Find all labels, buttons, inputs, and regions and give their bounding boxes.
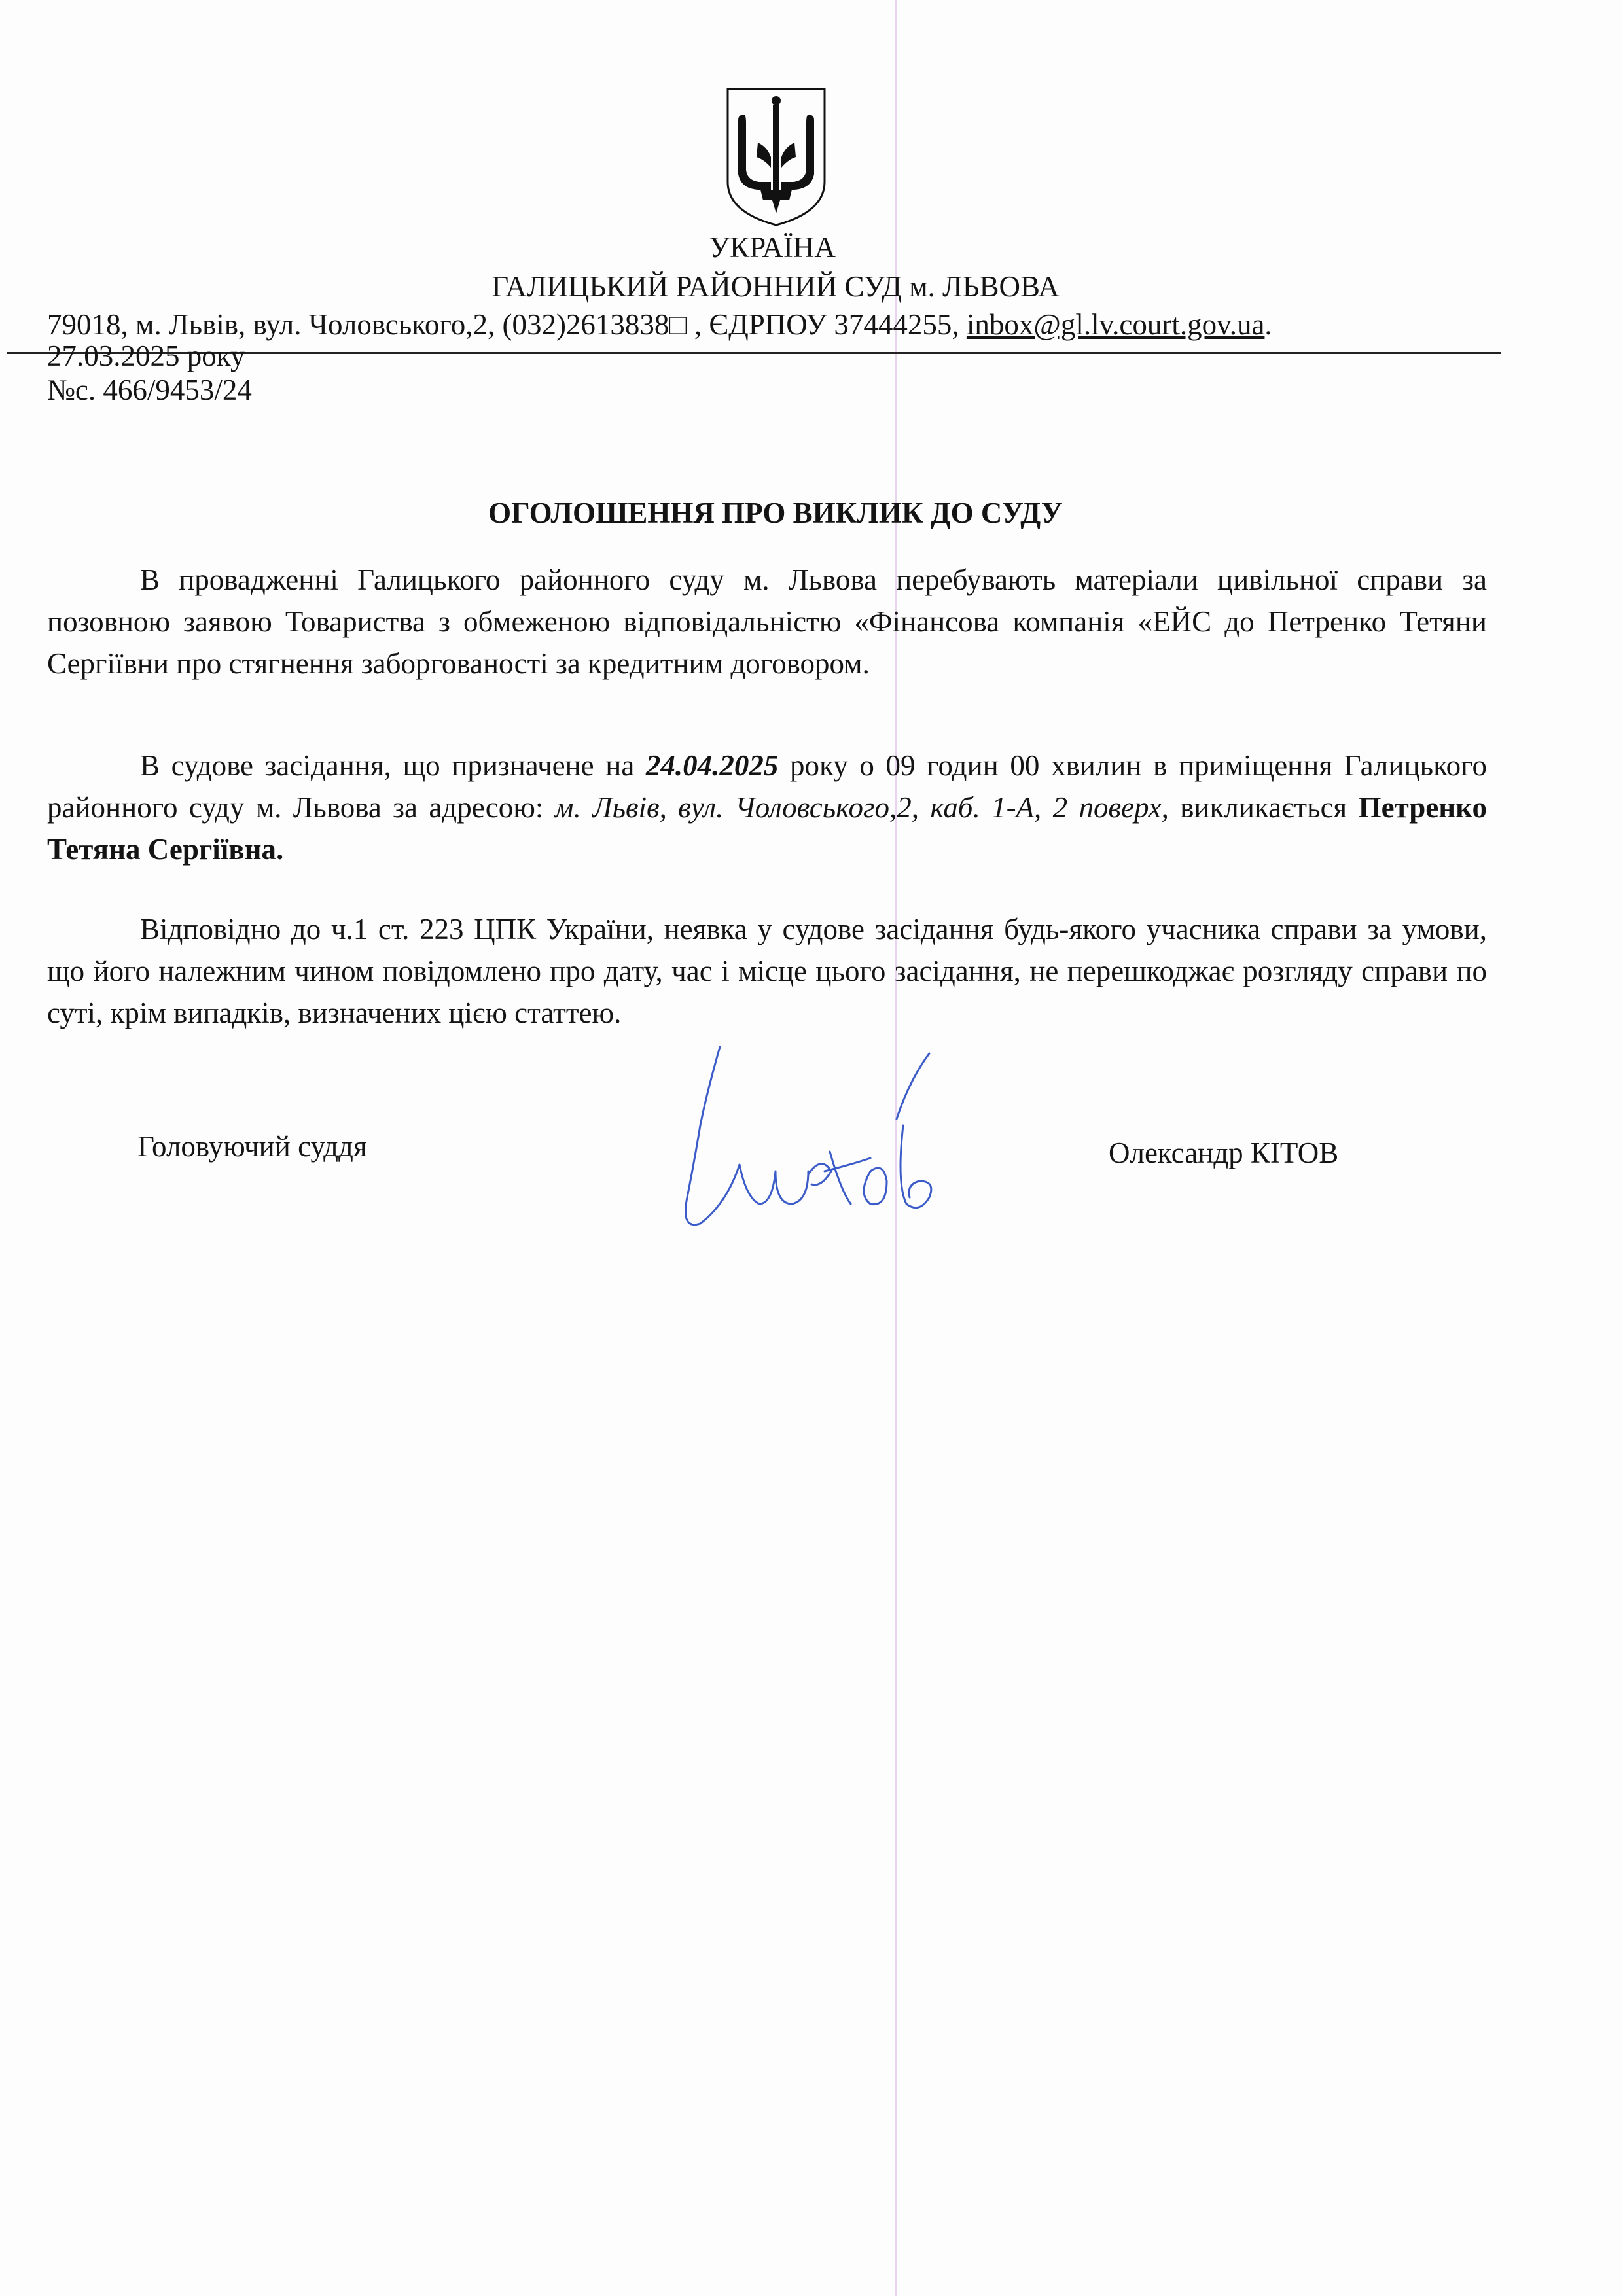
case-number: №c. 466/9453/24 xyxy=(47,374,252,406)
address-text: 79018, м. Львів, вул. Чоловського,2, (032)2613838□ , ЄДРПОУ 37444255, xyxy=(47,308,967,341)
paragraph-legal-notice: Відповідно до ч.1 ст. 223 ЦПК України, неявка у судове засідання будь-якого учасника справи за умови, що його належним чином повідомлено про дату, час і місце цього засідання, не перешкоджає розгляду справи по суті, крім випадків, визначених цією статтею. xyxy=(47,913,1487,1029)
document-date: 27.03.2025 року xyxy=(47,340,245,372)
coat-of-arms-trident-icon xyxy=(719,84,834,229)
summons-text: викликається xyxy=(1168,791,1359,824)
document-meta xyxy=(47,339,252,407)
address-tail: . xyxy=(1264,308,1272,341)
court-address-line xyxy=(47,308,1272,342)
handwritten-signature xyxy=(661,1040,969,1243)
hearing-date: 24.04.2025 xyxy=(645,749,779,782)
paragraph-proceedings: В провадженні Галицького районного суду м. Львова перебувають матеріали цивільної справи за позовною заявою Товариства з обмеженою відповідальністю «Фінансова компанія «ЕЙС до Петренко Тетяни Сергіївни про стягнення заборгованості за кредитним договором. xyxy=(47,563,1487,680)
email-link[interactable]: inbox@gl.lv.court.gov.ua xyxy=(966,308,1265,341)
paragraph-hearing xyxy=(47,745,1487,870)
country-heading: УКРАЇНА xyxy=(709,231,836,264)
hearing-details: року о 09 годин 00 хвилин в приміщення Галицького районного суду м. Львова за адресою: xyxy=(47,749,1487,824)
judge-name: Олександр КІТОВ xyxy=(1109,1137,1339,1169)
summoned-person: Петренко Тетяна Сергіївна. xyxy=(47,791,1487,866)
hearing-intro: В судове засідання, що призначене на xyxy=(140,749,646,782)
court-heading: ГАЛИЦЬКИЙ РАЙОННИЙ СУД м. ЛЬВОВА xyxy=(491,270,1060,303)
hearing-address: м. Львів, вул. Чоловського,2, каб. 1-А, 2 поверх, xyxy=(554,791,1169,824)
judge-role: Головуючий суддя xyxy=(137,1130,367,1163)
document-title: ОГОЛОШЕННЯ ПРО ВИКЛИК ДО СУДУ xyxy=(488,497,1063,529)
